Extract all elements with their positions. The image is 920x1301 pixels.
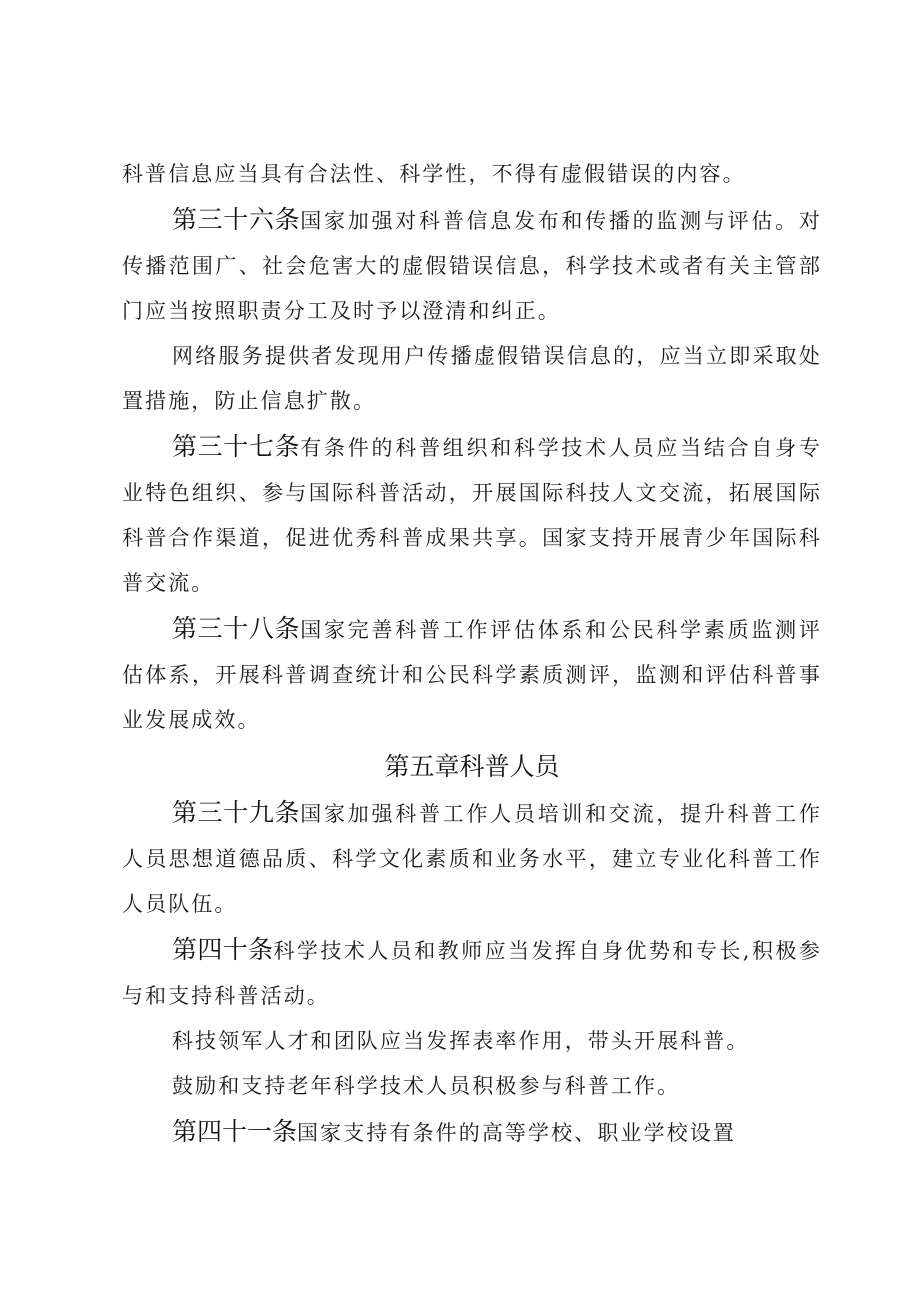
paragraph-leading-talent [122, 1019, 822, 1064]
article-text: 有条件的科普组织和科学技术人员应当结合自身专业特色组织、参与国际科普活动，开展国际科技人文交流，拓展国际科普合作渠道，促进优秀科普成果共享。国家支持开展青少年国际科普交流。 [122, 436, 822, 595]
paragraph-text: 科技领军人才和团队应当发挥表率作用，带头开展科普。 [172, 1029, 750, 1053]
article-label: 第四十一条 [172, 1117, 298, 1146]
article-36 [122, 197, 822, 334]
article-label: 第三十九条 [172, 798, 301, 827]
article-label: 第四十条 [172, 935, 274, 964]
paragraph-text: 科普信息应当具有合法性、科学性，不得有虚假错误的内容。 [122, 162, 746, 186]
article-text: 国家加强科普工作人员培训和交流，提升科普工作人员思想道德品质、科学文化素质和业务水平，建立专业化科普工作人员队伍。 [122, 802, 822, 916]
chapter-heading: 第五章科普人员 [384, 752, 560, 781]
article-text: 科学技术人员和教师应当发挥自身优势和专长,积极参与和支持科普活动。 [122, 939, 822, 1008]
article-38 [122, 606, 822, 743]
article-label: 第三十八条 [172, 614, 301, 643]
article-40 [122, 927, 822, 1019]
paragraph-network-providers [122, 334, 822, 424]
paragraph-text: 网络服务提供者发现用户传播虚假错误信息的，应当立即采取处置措施，防止信息扩散。 [122, 344, 822, 413]
continuation-paragraph [122, 152, 822, 197]
article-37 [122, 424, 822, 606]
article-39 [122, 790, 822, 927]
article-text: 国家支持有条件的高等学校、职业学校设置 [297, 1121, 736, 1145]
document-body [122, 152, 822, 1156]
article-41 [122, 1109, 822, 1156]
paragraph-senior-scientists [122, 1064, 822, 1109]
article-text: 国家完善科普工作评估体系和公民科学素质监测评估体系，开展科普调查统计和公民科学素质测评，监测和评估科普事业发展成效。 [122, 618, 822, 732]
article-label: 第三十六条 [172, 205, 301, 234]
paragraph-text: 鼓励和支持老年科学技术人员积极参与科普工作。 [172, 1074, 681, 1098]
article-text: 国家加强对科普信息发布和传播的监测与评估。对传播范围广、社会危害大的虚假错误信息，科学技术或者有关主管部门应当按照职责分工及时予以澄清和纠正。 [122, 209, 822, 323]
article-label: 第三十七条 [172, 432, 301, 461]
